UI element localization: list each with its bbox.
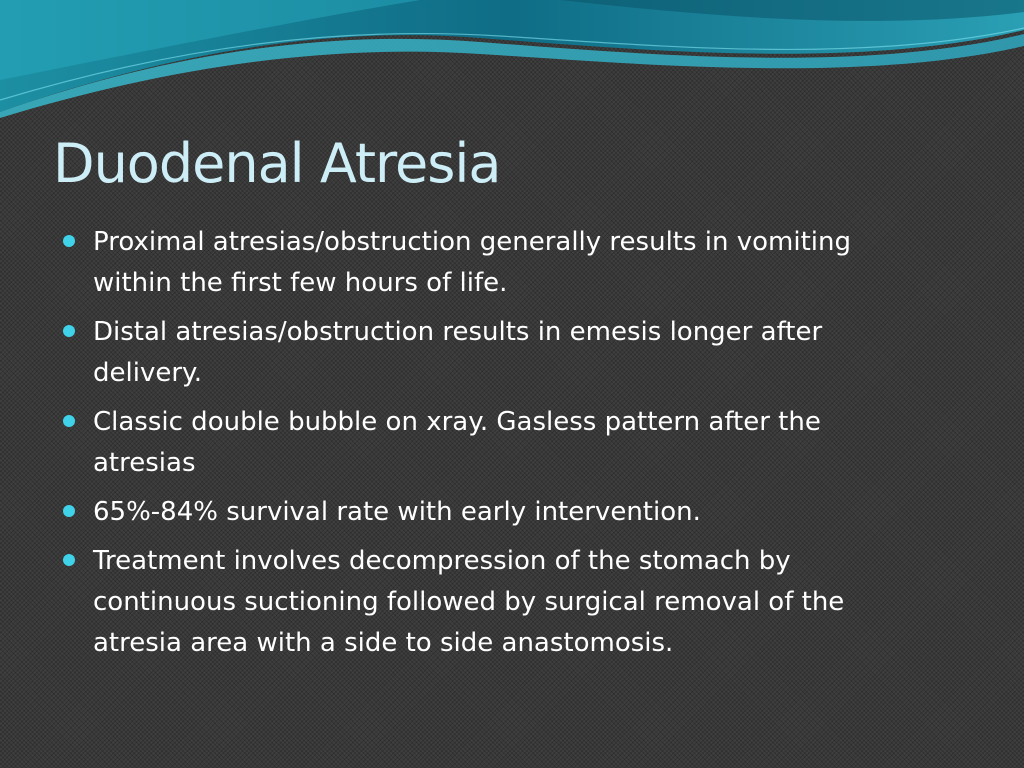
slide-title: Duodenal Atresia xyxy=(53,132,501,195)
bullet-dot-icon xyxy=(63,415,75,427)
bullet-dot-icon xyxy=(63,554,75,566)
bullet-item xyxy=(62,312,922,394)
decorative-wave-banner xyxy=(0,0,1024,120)
bullet-text: Treatment involves decompression of the stomach by continuous suctioning followed by surgical removal of the atresia area with a side to side anastomosis. xyxy=(93,546,845,658)
bullet-item xyxy=(62,402,922,484)
bullet-dot-icon xyxy=(63,235,75,247)
bullet-item xyxy=(62,492,922,533)
bullet-text: 65%-84% survival rate with early intervention. xyxy=(93,497,701,527)
bullet-text: Proximal atresias/obstruction generally results in vomiting within the first few hours of life. xyxy=(93,227,852,298)
bullet-item xyxy=(62,541,922,664)
bullet-text: Distal atresias/obstruction results in emesis longer after delivery. xyxy=(93,317,823,388)
bullet-item xyxy=(62,222,922,304)
bullet-list xyxy=(62,222,922,672)
bullet-dot-icon xyxy=(63,325,75,337)
bullet-dot-icon xyxy=(63,505,75,517)
bullet-text: Classic double bubble on xray. Gasless pattern after the atresias xyxy=(93,407,821,478)
